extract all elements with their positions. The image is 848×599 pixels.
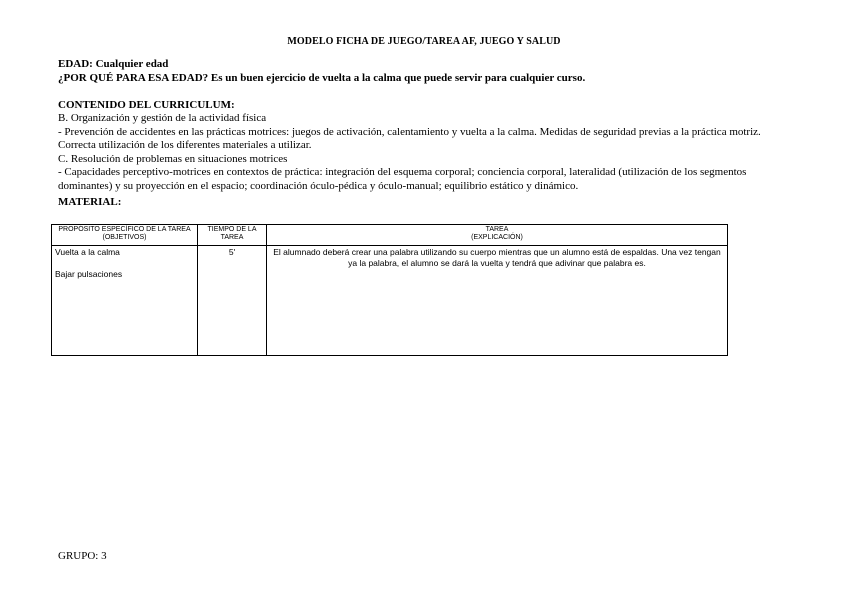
edad-line: EDAD: Cualquier edad [58,58,169,70]
tarea-table [51,224,728,356]
contenido-body [58,112,778,193]
contenido-line: C. Resolución de problemas en situaciones motrices [58,152,288,165]
porque-line: ¿POR QUÉ PARA ESA EDAD? Es un buen ejercicio de vuelta a la calma que puede servir para cualquier curso. [58,72,586,84]
contenido-line: - Prevención de accidentes en las prácticas motrices: juegos de activación, calentamiento y vuelta a la calma. Medidas de seguridad previas a la práctica motriz. Correcta utilización de los diferentes materiales a utilizar. [58,125,761,151]
material-label: MATERIAL: [58,196,122,208]
table-row [52,246,728,356]
cell-explicacion: El alumnado deberá crear una palabra utilizando su cuerpo mientras que un alumno está de espaldas. Una vez tengan ya la palabra, el alumno se dará la vuelta y tendrá que adivinar que palabra es. [267,246,728,356]
contenido-title: CONTENIDO DEL CURRICULUM: [58,99,235,111]
header-tiempo: TIEMPO DE LA TAREA [198,225,267,246]
cell-tiempo: 5' [198,246,267,356]
contenido-line: - Capacidades perceptivo-motrices en contextos de práctica: integración del esquema corporal; conciencia corporal, lateralidad (utilización de los segmentos dominantes) y su proyección en el espacio; coordinación óculo-pédica y óculo-manual; equilibrio estático y dinámico. [58,166,747,192]
header-proposito: PROPÓSITO ESPECÍFICO DE LA TAREA (OBJETIVOS) [52,225,198,246]
grupo-label: GRUPO: 3 [58,550,107,562]
header-tarea [267,225,728,246]
document-title: MODELO FICHA DE JUEGO/TAREA AF, JUEGO Y SALUD [287,36,561,47]
objetivo-item: Vuelta a la calma [55,247,120,257]
objetivo-item: Bajar pulsaciones [55,269,123,279]
cell-objetivos [52,246,198,356]
contenido-line: B. Organización y gestión de la actividad física [58,112,267,124]
header-tarea-line1: TAREA [485,226,509,233]
table-header-row [52,225,728,246]
header-tarea-line2: (EXPLICACIÓN) [471,234,523,241]
